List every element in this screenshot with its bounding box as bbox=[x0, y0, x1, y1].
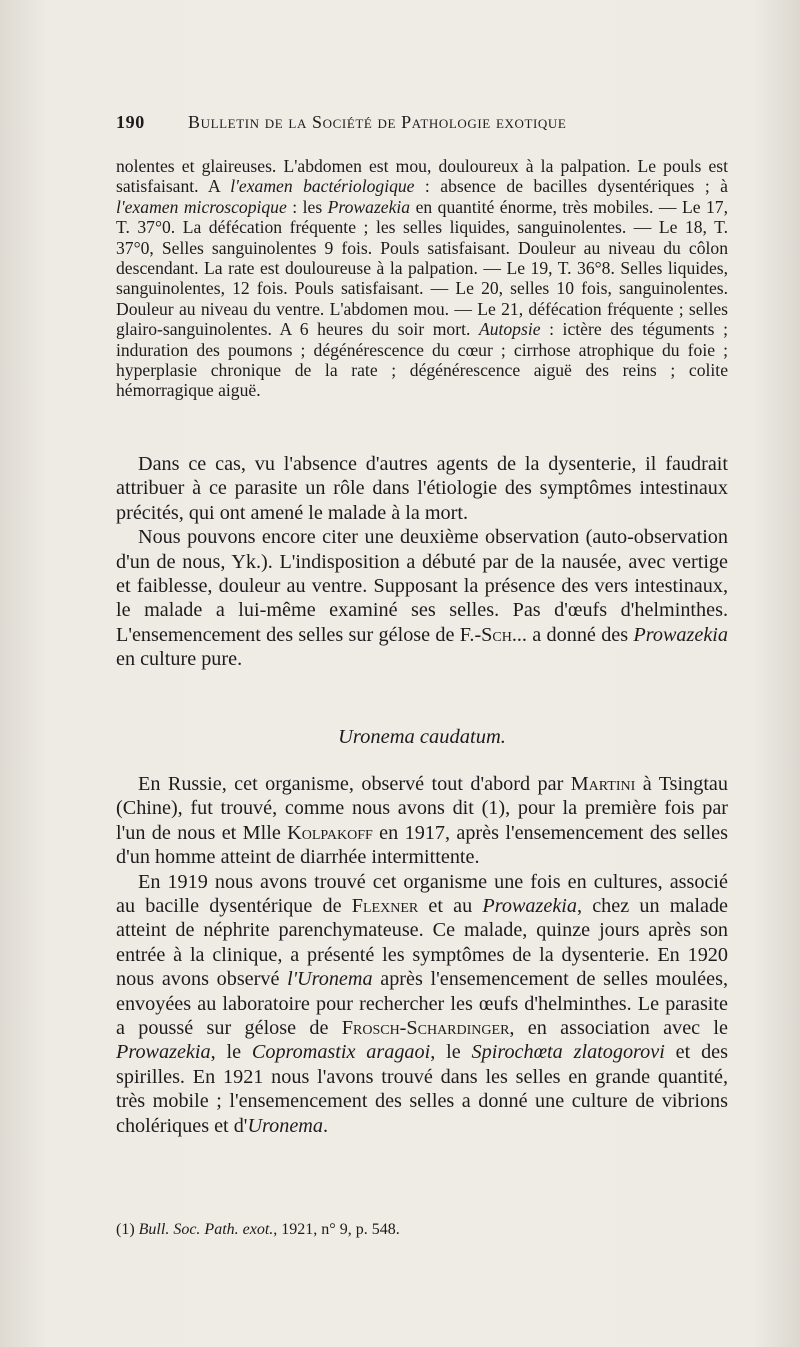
paragraph-conclusion: Dans ce cas, vu l'absence d'autres agents de la dysenterie, il faudrait attribuer à ce parasite un rôle dans l'étiologie des symptômes intestinaux précités, qui ont amené le malade à la mort. bbox=[116, 453, 728, 524]
footnote: (1) Bull. Soc. Path. exot., 1921, n° 9, p. 548. bbox=[116, 1221, 400, 1238]
body-text-uronema bbox=[116, 772, 728, 1138]
section-title: Uronema caudatum. bbox=[338, 726, 506, 748]
observation-paragraph: nolentes et glaireuses. L'abdomen est mou, douloureux à la palpation. Le pouls est satisfaisant. A l'examen bactériologique : absence de bacilles dysentériques ; à l'examen microscopique : les Prowazekia en quantité énorme, très mobiles. — Le 17, T. 37°0. La défécation fréquente ; les selles liquides, sanguinolentes. — Le 18, T. 37°0, Selles sanguinolentes 9 fois. Pouls satisfaisant. Douleur au niveau du côlon descendant. La rate est douloureuse à la palpation. — Le 19, T. 36°8. Selles liquides, sanguinolentes, 12 fois. Pouls satisfaisant. — Le 20, selles 10 fois, sanguinolentes. Douleur au niveau du ventre. L'abdomen mou. — Le 21, défécation fréquente ; selles glairo-sanguinolentes. A 6 heures du soir mort. Autopsie : ictère des téguments ; induration des poumons ; dégénérescence du cœur ; cirrhose atrophique du foie ; hyperplasie chronique de la rate ; dégénérescence aiguë des reins ; colite hémorragique aiguë. bbox=[116, 156, 728, 401]
page-number: 190 bbox=[116, 112, 145, 132]
paragraph-1919: En 1919 nous avons trouvé cet organisme une fois en cultures, associé au bacille dysentérique de Flexner et au Prowazekia, chez un malade atteint de néphrite parenchymateuse. Ce malade, quinze jours après son entrée à la clinique, a présenté les symptômes de la dysenterie. En 1920 nous avons observé l'Uronema après l'ensemencement de selles moulées, envoyées au laboratoire pour rechercher les œufs d'helminthes. Le parasite a poussé sur gélose de Frosch-Schardinger, en association avec le Prowazekia, le Copromastix aragaoi, le Spirochœta zlatogorovi et des spirilles. En 1921 nous l'avons trouvé dans les selles en grande quantité, très mobile ; l'ensemencement des selles a donné une culture de vibrions cholériques et d'Uronema. bbox=[116, 870, 729, 1137]
body-text-top bbox=[116, 452, 728, 672]
journal-title: Bulletin de la Société de Pathologie exotique bbox=[188, 112, 567, 132]
paragraph-auto-observation: Nous pouvons encore citer une deuxième observation (auto-observation d'un de nous, Yk.). L'indisposition a débuté par de la nausée, avec vertige et faiblesse, douleur au ventre. Supposant la présence des vers intestinaux, le malade a lui-même examiné ses selles. Pas d'œufs d'helminthes. L'ensemencement des selles sur gélose de F.-Sch... a donné des Prowazekia en culture pure. bbox=[116, 526, 728, 671]
paragraph-russia: En Russie, cet organisme, observé tout d'abord par Martini à Tsingtau (Chine), fut trouvé, comme nous avons dit (1), pour la première fois par l'un de nous et Mlle Kolpakoff en 1917, après l'ensemencement des selles d'un homme atteint de diarrhée intermittente. bbox=[116, 773, 728, 869]
